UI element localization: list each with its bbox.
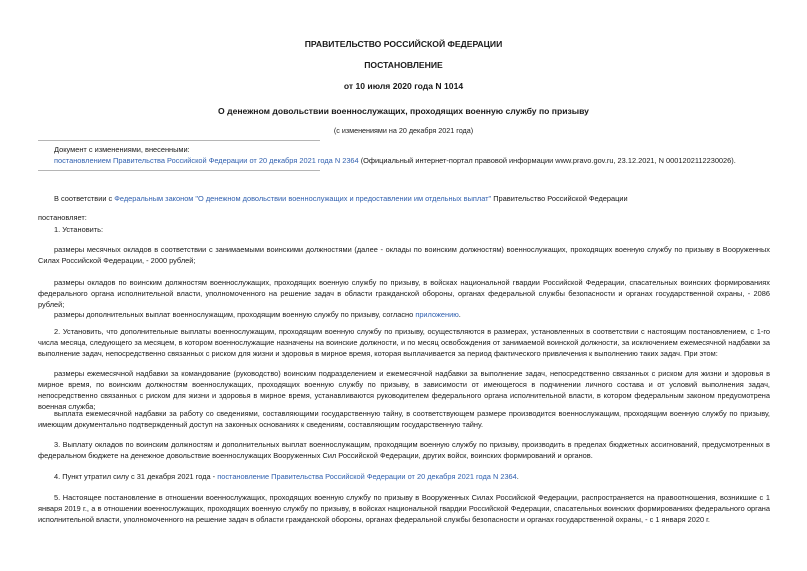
- clause-4: 4. Пункт утратил силу с 31 декабря 2021 года - постановление Правительства Российской Федерации от 20 декабря 2021 года N 2364.: [54, 472, 519, 481]
- editorial-intro: Документ с изменениями, внесенными:: [54, 145, 190, 154]
- clause-1-item-a: размеры месячных окладов в соответствии с занимаемыми воинскими должностями (далее - оклады по воинским должностям) военнослужащих, проходящих военную службу по призыву в Вооруженных Силах Российской Федерации, - 2000 рублей;: [38, 245, 770, 265]
- document-title: О денежном довольствии военнослужащих, проходящих военную службу по призыву: [218, 106, 589, 116]
- clause-2-item-b: выплата ежемесячной надбавки за работу со сведениями, составляющими государственную тайну, в соответствующем размере производится военнослужащим, проходящим военную службу по призыву, имеющим документально подтвержденный доступ на законных основаниях к сведениям, составляющим государственную тайну.: [38, 409, 770, 429]
- appendix-link[interactable]: приложению: [415, 310, 459, 319]
- document-date-number: от 10 июля 2020 года N 1014: [343, 81, 464, 91]
- editorial-source: (Официальный интернет-портал правовой информации www.pravo.gov.ru, 23.12.2021, N 0001202112230026).: [358, 156, 736, 165]
- clause-5: 5. Настоящее постановление в отношении военнослужащих, проходящих военную службу по призыву в Вооруженных Силах Российской Федерации, распространяется на правоотношения, возникшие с 1 января 2019 г., а в отношении военнослужащих, проходящих военную службу по призыву, в войсках национальной гвардии Российской Федерации, спасательных воинских формированиях федерального органа исполнительной власти, уполномоченного на решение задач в области гражданской обороны, органах федеральной службы безопасности и органах государственной охраны, - с 1 января 2020 г.: [38, 493, 770, 524]
- preamble: В соответствии с Федеральным законом "О денежном довольствии военнослужащих и предоставлении им отдельных выплат" Правительство Российской Федерации: [54, 194, 628, 203]
- editorial-bottom-rule: [38, 170, 320, 171]
- editorial-line: [54, 155, 770, 166]
- amendments-note: (с изменениями на 20 декабря 2021 года): [333, 126, 474, 135]
- repeal-decree-link[interactable]: постановление Правительства Российской Федерации от 20 декабря 2021 года N 2364: [217, 472, 517, 481]
- clause-3: 3. Выплату окладов по воинским должностям и дополнительных выплат военнослужащим, проходящим военную службу по призыву, производить в пределах бюджетных ассигнований, предусмотренных в федеральном бюджете на денежное довольствие военнослужащих Вооруженных Сил Российской Федерации, других войск, воинских формирований и органов.: [38, 440, 770, 460]
- amending-decree-link[interactable]: постановлением Правительства Российской Федерации от 20 декабря 2021 года N 2364: [54, 156, 359, 165]
- government-heading: ПРАВИТЕЛЬСТВО РОССИЙСКОЙ ФЕДЕРАЦИИ: [304, 39, 503, 49]
- clause-1-item-b: размеры окладов по воинским должностям военнослужащих, проходящих военную службу по призыву, в войсках национальной гвардии Российской Федерации, спасательных воинских формированиях федерального органа исполнительной власти, уполномоченного на решение задач в области гражданской обороны, органах федеральной службы безопасности и органах государственной охраны, - 2086 рублей;: [38, 278, 770, 309]
- clause-2: 2. Установить, что дополнительные выплаты военнослужащим, проходящим военную службу по призыву, осуществляются в размерах, установленных в соответствии с настоящим постановлением, с 1-го числа месяца, следующего за месяцем, в котором военнослужащие назначены на воинские должности, и по месяц освобождения от занимаемой воинской должности, за исключением ежемесячной надбавки за выполнение задач, непосредственно связанных с риском для жизни и здоровья в мирное время, которая выплачивается за период фактического привлечения к выполнению таких задач. При этом:: [38, 327, 770, 358]
- editorial-note: [54, 144, 770, 166]
- clause-1-heading: 1. Установить:: [54, 225, 104, 234]
- clause-2-item-a: размеры ежемесячной надбавки за командование (руководство) воинским подразделением и ежемесячной надбавки за выполнение задач, непосредственно связанных с риском для жизни и здоровья в мирное время, по воинским должностям военнослужащих, проходящих военную службу по призыву, в зависимости от имеющегося в подчинении личного состава и от условий выполнения задач, непосредственно связанных с риском для жизни и здоровья в мирное время, устанавливаются руководителем федерального органа исполнительной власти, в котором федеральным законом предусмотрена военная служба;: [38, 369, 770, 411]
- document-type: ПОСТАНОВЛЕНИЕ: [364, 60, 443, 70]
- clause-1-item-c: размеры дополнительных выплат военнослужащим, проходящим военную службу по призыву, согласно приложению.: [54, 310, 461, 319]
- decrees-word: постановляет:: [38, 213, 87, 222]
- federal-law-link[interactable]: Федеральным законом "О денежном довольствии военнослужащих и предоставлении им отдельных выплат": [114, 194, 492, 203]
- editorial-top-rule: [38, 140, 320, 141]
